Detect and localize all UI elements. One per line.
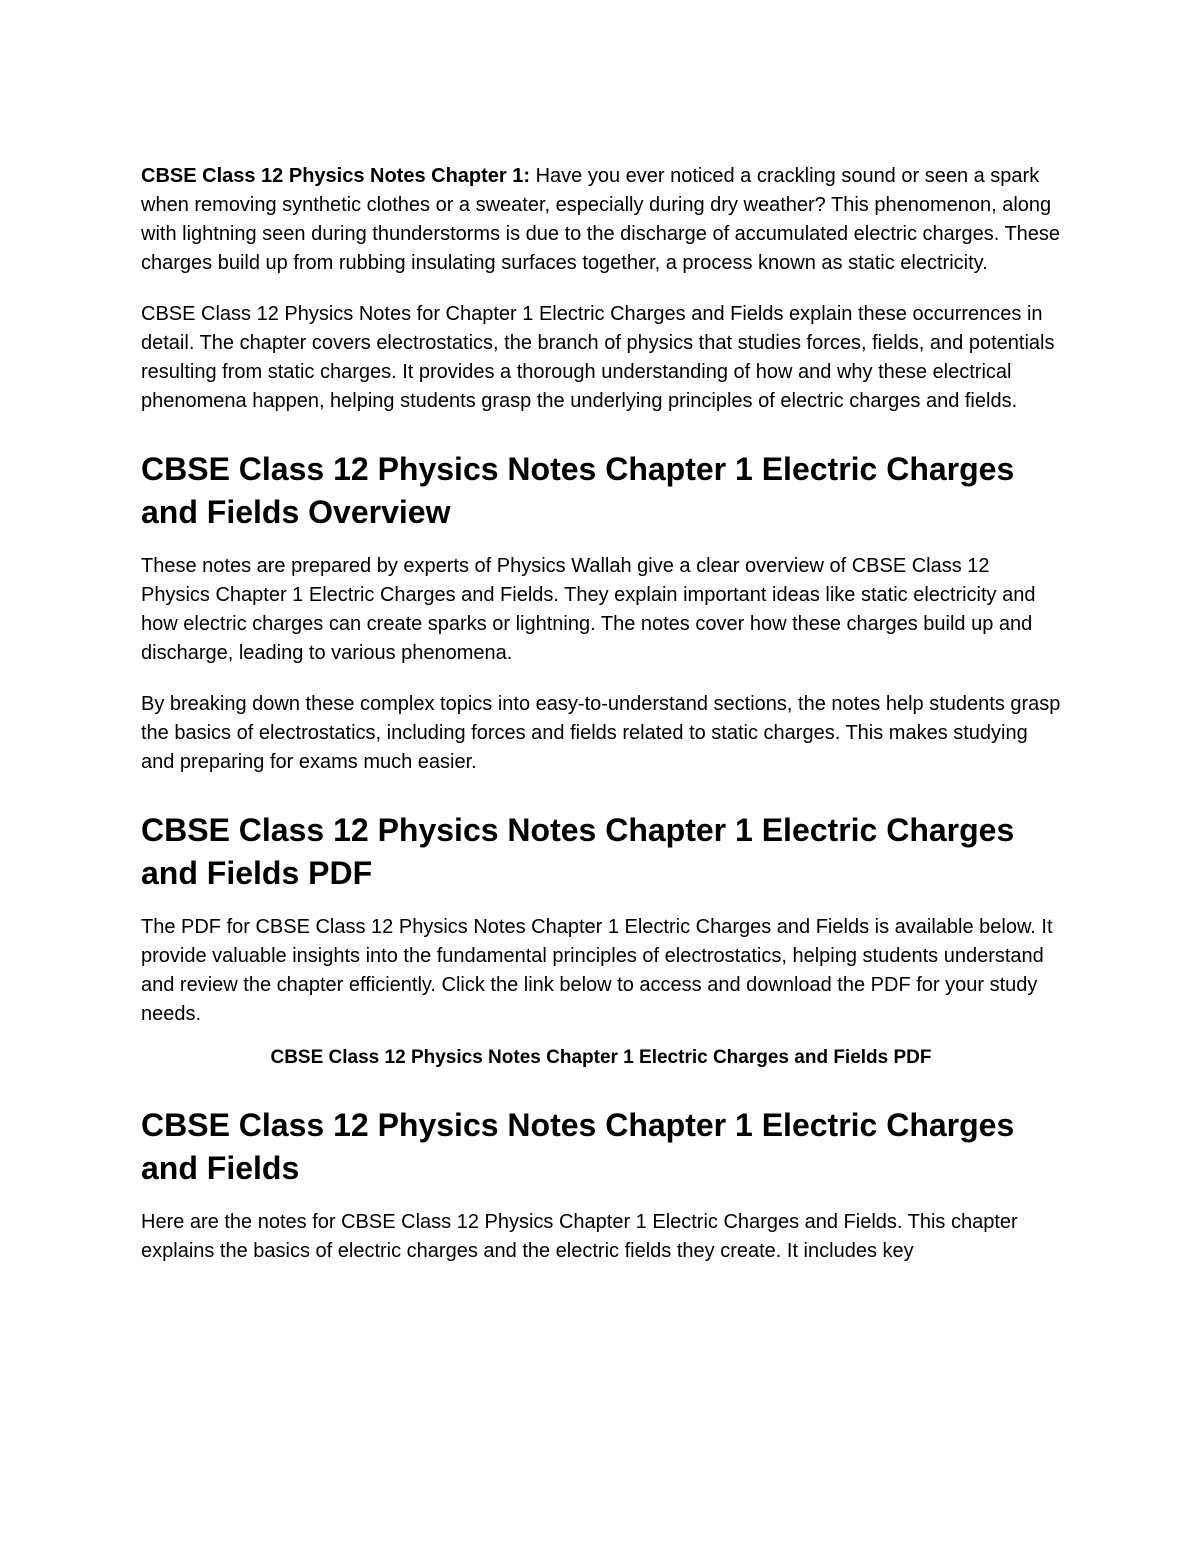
overview-paragraph-2: By breaking down these complex topics into easy-to-understand sections, the notes help students grasp the basics of electrostatics, including forces and fields related to static charges. This makes studying and preparing for exams much easier. xyxy=(141,693,1061,773)
overview-paragraph-1: These notes are prepared by experts of Physics Wallah give a clear overview of CBSE Class 12 Physics Chapter 1 Electric Charges and Fields. They explain important ideas like static electricity and how electric charges can create sparks or lightning. The notes cover how these charges build up and discharge, leading to various phenomena. xyxy=(141,555,1036,664)
intro-paragraph-2: CBSE Class 12 Physics Notes for Chapter 1 Electric Charges and Fields explain these occurrences in detail. The chapter covers electrostatics, the branch of physics that studies forces, fields, and potentials resulting from static charges. It provides a thorough understanding of how and why these electrical phenomena happen, helping students grasp the underlying principles of electric charges and fields. xyxy=(141,303,1055,412)
notes-paragraph: Here are the notes for CBSE Class 12 Physics Chapter 1 Electric Charges and Fields. This chapter explains the basics of electric charges and the electric fields they create. It includes key xyxy=(141,1211,1018,1262)
intro-lead: CBSE Class 12 Physics Notes Chapter 1: xyxy=(141,165,531,187)
intro-text: Have you ever noticed a crackling sound or seen a spark when removing synthetic clothes or a sweater, especially during dry weather? This phenomenon, along with lightning seen during thunderstorms is due to the discharge of accumulated electric charges. These charges build up from rubbing insulating surfaces together, a process known as static electricity. xyxy=(141,165,1061,274)
document-page xyxy=(141,162,1061,1288)
section-heading-overview: CBSE Class 12 Physics Notes Chapter 1 Electric Charges and Fields Overview xyxy=(141,451,1015,530)
intro-paragraph xyxy=(141,162,1061,278)
pdf-download-link[interactable]: CBSE Class 12 Physics Notes Chapter 1 Electric Charges and Fields PDF xyxy=(270,1047,932,1068)
section-heading-pdf: CBSE Class 12 Physics Notes Chapter 1 Electric Charges and Fields PDF xyxy=(141,812,1015,891)
pdf-paragraph: The PDF for CBSE Class 12 Physics Notes Chapter 1 Electric Charges and Fields is available below. It provide valuable insights into the fundamental principles of electrostatics, helping students understand and review the chapter efficiently. Click the link below to access and download the PDF for your study needs. xyxy=(141,916,1053,1025)
section-heading-notes: CBSE Class 12 Physics Notes Chapter 1 Electric Charges and Fields xyxy=(141,1107,1015,1186)
